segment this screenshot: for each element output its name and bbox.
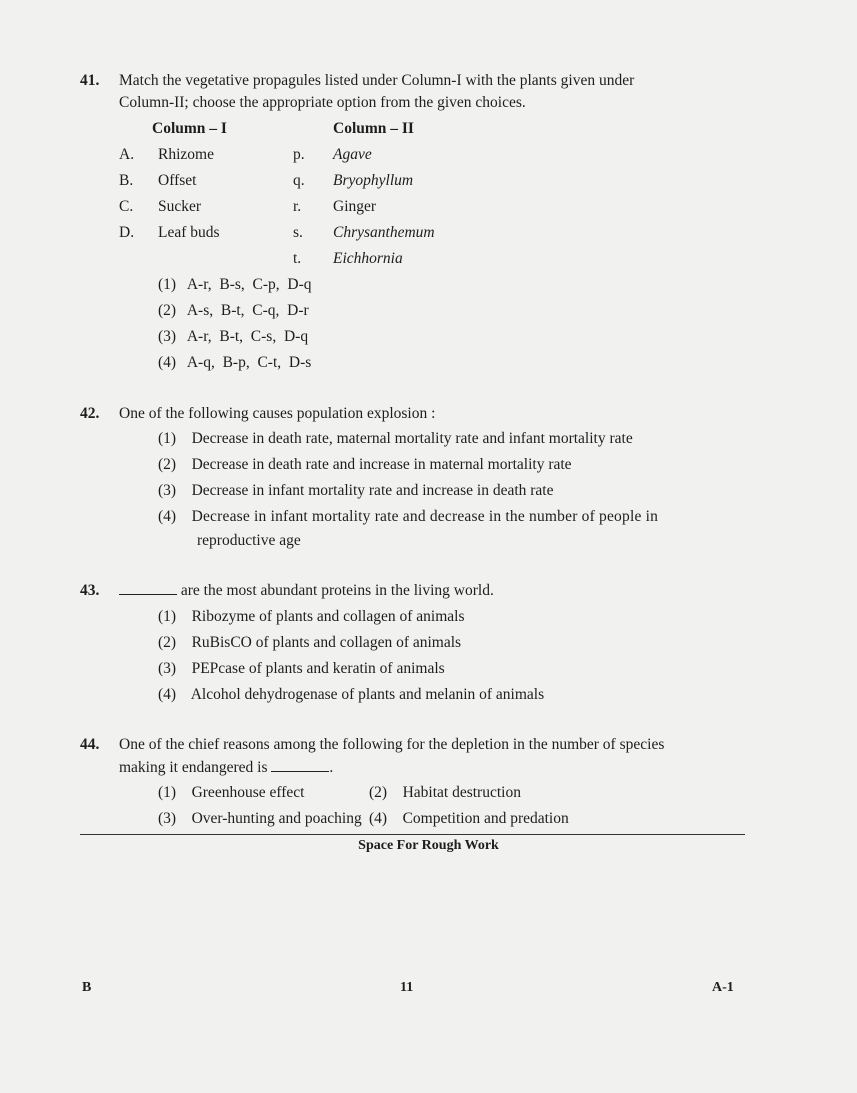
option-text: Greenhouse effect: [191, 784, 305, 801]
answer-blank: [271, 757, 329, 772]
question-number: 43.: [80, 582, 100, 599]
question-text-line2: [119, 757, 333, 779]
option-text: Ribozyme of plants and collagen of animals: [191, 608, 465, 625]
option-3[interactable]: [158, 806, 362, 832]
row-letter: t.: [293, 250, 302, 267]
question-number: 42.: [80, 405, 100, 422]
option-text: Decrease in death rate, maternal mortality rate and infant mortality rate: [191, 430, 633, 447]
option-text: A-q, B-p, C-t, D-s: [186, 354, 312, 371]
row-item: Leaf buds: [158, 224, 220, 241]
row-letter: r.: [293, 198, 302, 215]
row-letter: A.: [119, 146, 135, 163]
option-text: RuBisCO of plants and collagen of animals: [191, 634, 462, 651]
column-2-heading: Column – II: [333, 120, 414, 137]
option-number: (4): [158, 354, 177, 371]
option-number: (1): [158, 276, 177, 293]
option-text: Competition and predation: [402, 810, 569, 827]
row-letter: B.: [119, 172, 134, 189]
option-number: (1): [158, 430, 177, 447]
question-text-line1: One of the chief reasons among the following for the depletion in the number of species: [119, 736, 665, 753]
option-number: (1): [158, 784, 177, 801]
row-item: Sucker: [158, 198, 202, 215]
option-number: (2): [158, 634, 177, 651]
footer-series: B: [82, 980, 92, 995]
option-text: Over-hunting and poaching: [191, 810, 362, 827]
option-text: A-s, B-t, C-q, D-r: [186, 302, 309, 319]
option-number: (4): [158, 686, 177, 703]
row-item: Agave: [333, 146, 372, 163]
option-number: (2): [158, 456, 177, 473]
row-letter: s.: [293, 224, 303, 241]
footer-code: A-1: [712, 980, 734, 995]
option-text: Alcohol dehydrogenase of plants and melanin of animals: [190, 686, 545, 703]
rough-work-heading: Space For Rough Work: [358, 838, 499, 853]
row-letter: p.: [293, 146, 305, 163]
row-item: Eichhornia: [333, 250, 403, 267]
option-number: (4): [369, 810, 388, 827]
option-number: (1): [158, 608, 177, 625]
option-1[interactable]: [158, 780, 304, 806]
divider: [80, 834, 745, 835]
question-text-end: .: [329, 759, 334, 776]
option-number: (4): [158, 508, 177, 525]
question-text-body: are the most abundant proteins in the living world.: [180, 582, 494, 599]
option-number: (3): [158, 328, 177, 345]
option-text: A-r, B-t, C-s, D-q: [186, 328, 309, 345]
option-number: (2): [158, 302, 177, 319]
option-number: (3): [158, 482, 177, 499]
option-2[interactable]: [369, 780, 521, 806]
question-text: One of the following causes population explosion :: [119, 405, 436, 422]
row-letter: q.: [293, 172, 305, 189]
option-text: PEPcase of plants and keratin of animals: [191, 660, 445, 677]
option-text: Decrease in infant mortality rate and increase in death rate: [191, 482, 554, 499]
option-number: (3): [158, 660, 177, 677]
question-text-body: making it endangered is: [119, 759, 268, 776]
question-number: 41.: [80, 72, 100, 89]
option-text: Decrease in death rate and increase in maternal mortality rate: [191, 456, 572, 473]
row-item: Offset: [158, 172, 197, 189]
row-item: Bryophyllum: [333, 172, 414, 189]
option-4[interactable]: [369, 806, 569, 832]
row-item: Chrysanthemum: [333, 224, 435, 241]
row-letter: C.: [119, 198, 134, 215]
option-text: Habitat destruction: [402, 784, 521, 801]
page-number: 11: [400, 980, 414, 995]
option-number: (2): [369, 784, 388, 801]
question-number: 44.: [80, 736, 100, 753]
option-text-continuation: reproductive age: [197, 532, 301, 549]
option-number: (3): [158, 810, 177, 827]
option-text: A-r, B-s, C-p, D-q: [186, 276, 312, 293]
question-text-line1: Match the vegetative propagules listed under Column-I with the plants given under: [119, 72, 635, 89]
question-text-line2: Column-II; choose the appropriate option from the given choices.: [119, 94, 526, 111]
row-item: Rhizome: [158, 146, 214, 163]
row-item: Ginger: [333, 198, 377, 215]
option-text: Decrease in infant mortality rate and decrease in the number of people in: [191, 508, 659, 525]
row-letter: D.: [119, 224, 135, 241]
column-1-heading: Column – I: [152, 120, 227, 137]
